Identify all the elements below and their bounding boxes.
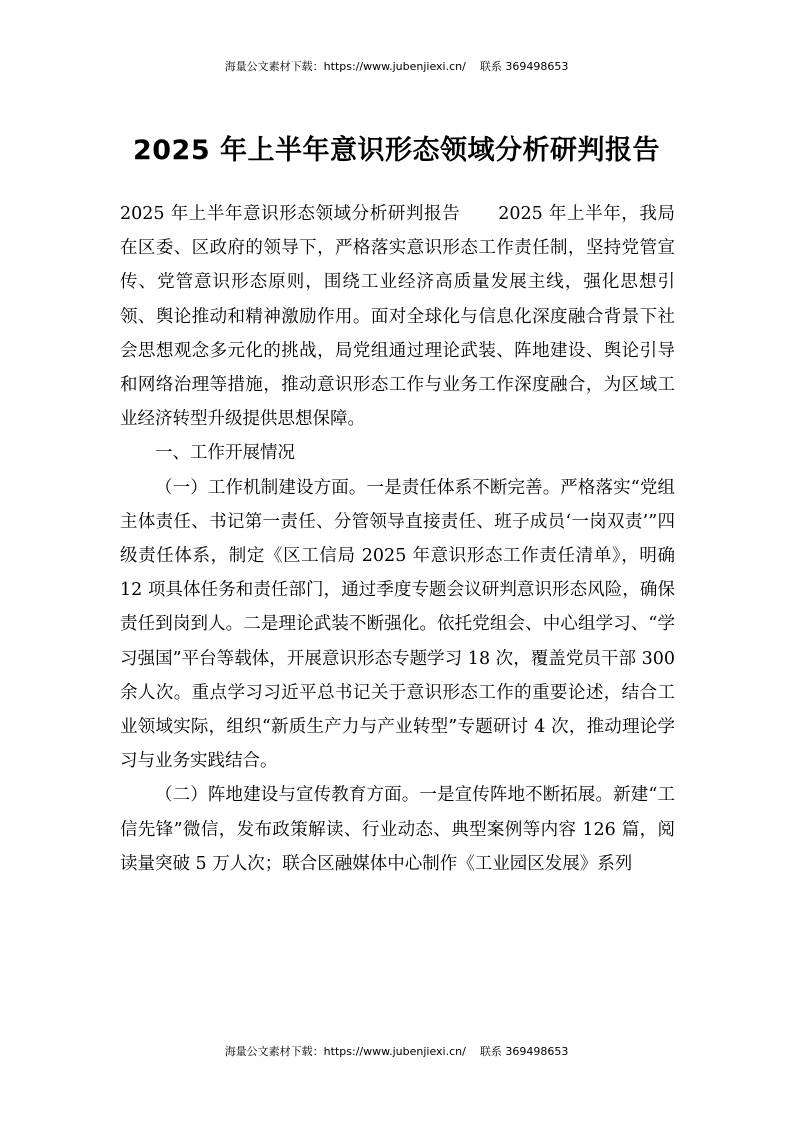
document-body — [120, 197, 675, 881]
page-footer — [0, 1043, 793, 1059]
intro-paragraph — [120, 197, 675, 436]
footer-site-text: 海量公文素材下载：https://www.jubenjiexi.cn/ — [224, 1045, 466, 1058]
intro-heading: 2025 年上半年意识形态领域分析研判报告 — [120, 204, 461, 224]
footer-contact-text: 联系 369498653 — [479, 1045, 569, 1058]
section-heading: 一、工作开展情况 — [155, 443, 295, 464]
header-contact-text: 联系 369498653 — [479, 60, 569, 73]
document-title: 2025 年上半年意识形态领域分析研判报告 — [132, 135, 661, 166]
paragraph-publicity-position: （二）阵地建设与宣传教育方面。一是宣传阵地不断拓展。新建“工信先锋”微信，发布政策解读、行业动态、典型案例等内容 126 篇，阅读量突破 5 万人次；联合区融媒体中心制作《工业园区发展》系列 — [120, 785, 675, 874]
intro-body: 2025 年上半年，我局在区委、区政府的领导下，严格落实意识形态工作责任制，坚持党管宣传、党管意识形态原则，围绕工业经济高质量发展主线，强化思想引领、舆论推动和精神激励作用。面对全球化与信息化深度融合背景下社会思想观念多元化的挑战，局党组通过理论武装、阵地建设、舆论引导和网络治理等措施，推动意识形态工作与业务工作深度融合，为区域工业经济转型升级提供思想保障。 — [120, 204, 675, 430]
header-site-text: 海量公文素材下载：https://www.jubenjiexi.cn/ — [224, 60, 466, 73]
paragraph-work-mechanism: （一）工作机制建设方面。一是责任体系不断完善。严格落实“党组主体责任、书记第一责任、分管领导直接责任、班子成员‘一岗双责’”四级责任体系，制定《区工信局 2025 年意识形态工作责任清单》，明确 12 项具体任务和责任部门，通过季度专题会议研判意识形态风险，确保责任到岗到人。二是理论武装不断强化。依托党组会、中心组学习、“学习强国”平台等载体，开展意识形态专题学习 18 次，覆盖党员干部 300 余人次。重点学习习近平总书记关于意识形态工作的重要论述，结合工业领域实际，组织“新质生产力与产业转型”专题研讨 4 次，推动理论学习与业务实践结合。 — [120, 477, 675, 772]
page-header — [0, 58, 793, 74]
